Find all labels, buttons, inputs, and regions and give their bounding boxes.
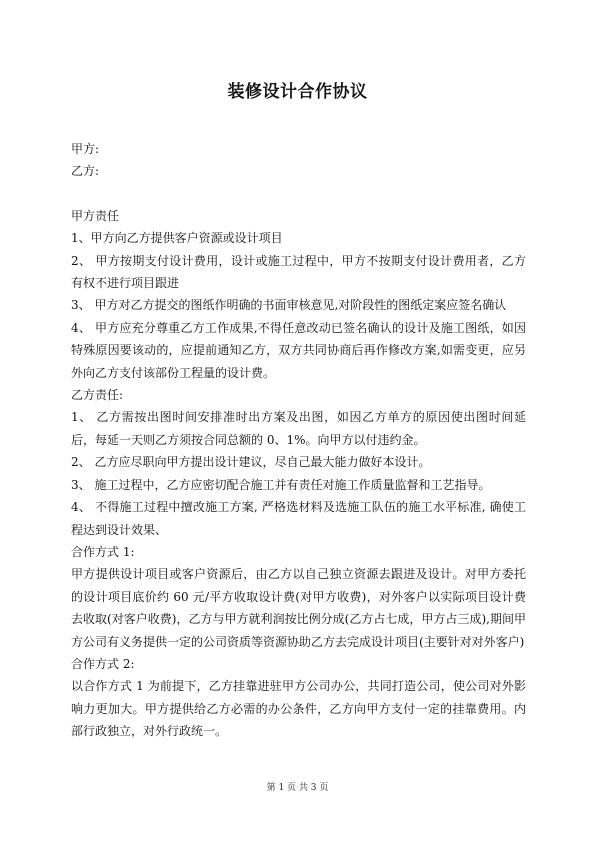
section-b-heading: 乙方责任:	[71, 388, 124, 403]
section-b-item: 2、 乙方应尽职向甲方提出设计建议，尽自己最大能力做好本设计。	[71, 455, 431, 470]
section-a-heading: 甲方责任	[71, 208, 120, 223]
section-b-item: 1、 乙方需按出图时间安排准时出方案及出图，如因乙方单方的原因使出图时间延后，每延一天则乙方须按合同总额的 0、1%。向甲方以付违约金。	[71, 410, 526, 447]
section-a-item: 2、 甲方按期支付设计费用，设计或施工过程中，甲方不按期支付设计费用者，乙方有权不进行项目跟进	[71, 253, 526, 291]
coop1-body: 甲方提供设计项目或客户资源后，由乙方以自己独立资源去跟进及设计。对甲方委托的设计项目底价约 60 元/平方收取设计费(对甲方收费)，对外客户以实际项目设计费去收取(对客户收费)，乙方与甲方就利润按比例分成(乙方占七成，甲方占三成),期间甲方公司有义务提供一定的公司资质等资源协助乙方去完成设计项目(主要针对对外客户)	[71, 567, 526, 649]
coop2-body: 以合作方式 1 为前提下，乙方挂靠进驻甲方公司办公，共同打造公司，使公司对外影响力更加大。甲方提供给乙方必需的办公条件，乙方向甲方支付一定的挂靠费用。内部行政独立，对外行政统一。	[71, 679, 526, 739]
party-b-label: 乙方:	[71, 164, 100, 179]
document-body	[71, 138, 526, 743]
document-title: 装修设计合作协议	[227, 82, 368, 102]
section-a-item: 4、 甲方应充分尊重乙方工作成果,不得任意改动已签名确认的设计及施工图纸，如因特殊原因要该动的，应提前通知乙方，双方共同协商后再作修改方案,如需变更，应另外向乙方支付该部份工程量的设计费。	[71, 320, 526, 380]
section-b-item: 4、 不得施工过程中擅改施工方案, 严格选材料及选施工队伍的施工水平标准, 确使工程达到设计效果、	[71, 500, 526, 537]
section-a-item: 1、甲方向乙方提供客户资源或设计项目	[71, 231, 283, 246]
section-a-item: 3、 甲方对乙方提交的图纸作明确的书面审核意见,对阶段性的图纸定案应签名确认	[71, 298, 507, 313]
coop1-heading: 合作方式 1:	[71, 544, 135, 559]
page-number: 第 1 页 共 3 页	[266, 783, 329, 793]
coop2-heading: 合作方式 2:	[71, 656, 135, 671]
party-a-label: 甲方:	[71, 142, 100, 156]
section-b-item: 3、 施工过程中，乙方应密切配合施工并有责任对施工作质量监督和工艺指导。	[71, 477, 491, 492]
spacer	[71, 183, 526, 205]
